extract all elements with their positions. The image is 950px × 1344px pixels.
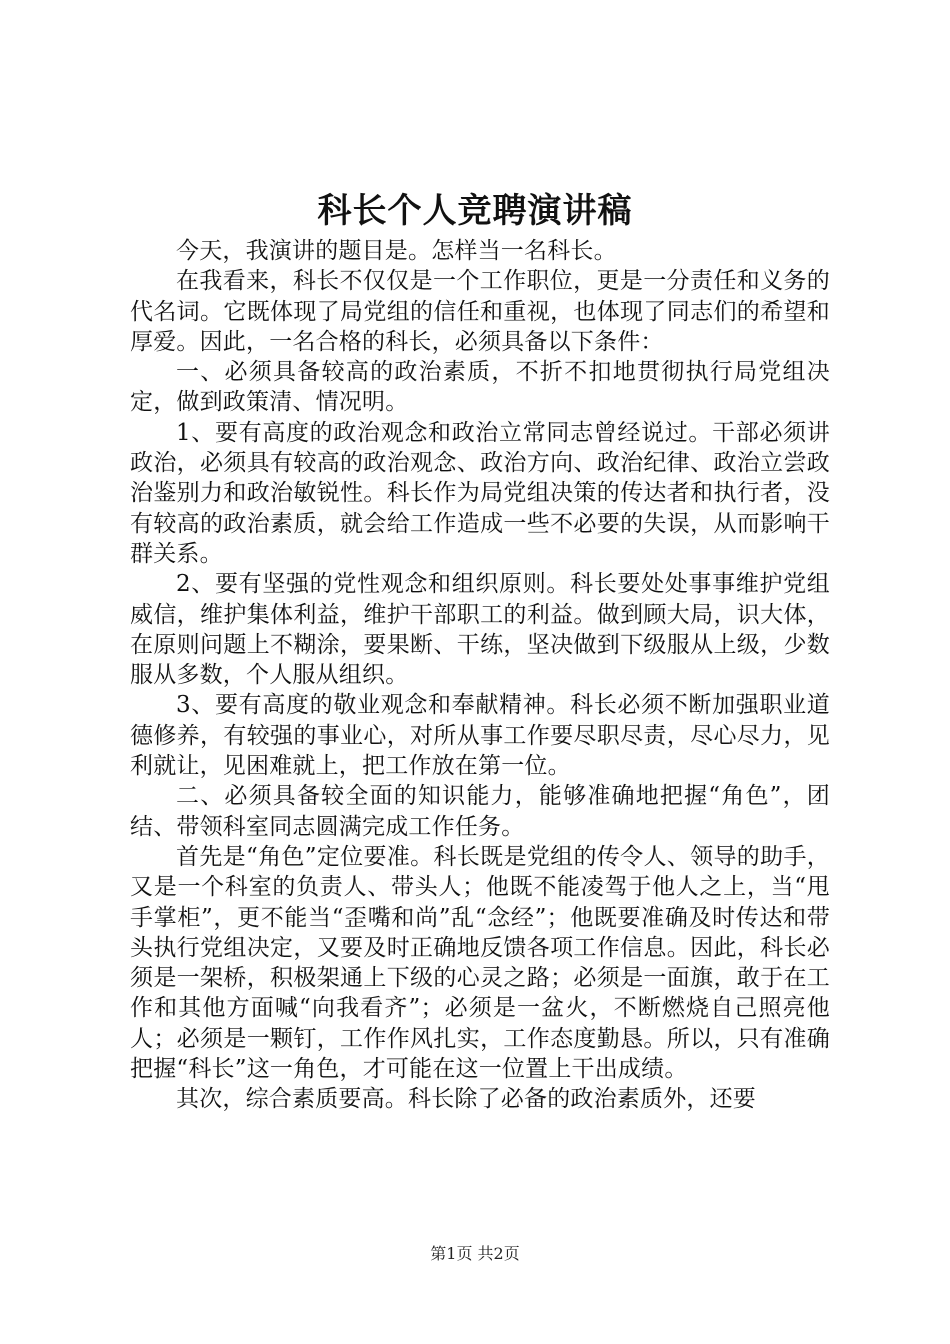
paragraph-point-3: 3、要有高度的敬业观念和奉献精神。科长必须不断加强职业道德修养，有较强的事业心，对所从事工作要尽职尽责，尽心尽力，见利就让，见困难就上，把工作放在第一位。: [130, 692, 830, 780]
paragraph-view: 在我看来，科长不仅仅是一个工作职位，更是一分责任和义务的代名词。它既体现了局党组的信任和重视，也体现了同志们的希望和厚爱。因此，一名合格的科长，必须具备以下条件：: [130, 268, 830, 355]
page-footer: 第1页 共2页: [430, 1244, 520, 1263]
paragraph-section-2: 二、必须具备较全面的知识能力，能够准确地把握“角色”，团结、带领科室同志圆满完成工作任务。: [130, 783, 830, 840]
paragraph-intro: 今天，我演讲的题目是。怎样当一名科长。: [176, 238, 617, 264]
paragraph-point-1: 1、要有高度的政治观念和政治立常同志曾经说过。干部必须讲政治，必须具有较高的政治观念、政治方向、政治纪律、政治立尝政治鉴别力和政治敏锐性。科长作为局党组决策的传达者和执行者，没有较高的政治素质，就会给工作造成一些不必要的失误，从而影响干群关系。: [130, 419, 830, 567]
paragraph-role: 首先是“角色”定位要准。科长既是党组的传令人、领导的助手，又是一个科室的负责人、带头人；他既不能凌驾于他人之上，当“甩手掌柜”，更不能当“歪嘴和尚”乱“念经”；他既要准确及时传达和带头执行党组决定，又要及时正确地反馈各项工作信息。因此，科长必须是一架桥，积极架通上下级的心灵之路；必须是一面旗，敢于在工作和其他方面喊“向我看齐”；必须是一盆火，不断燃烧自己照亮他人；必须是一颗钉，工作作风扎实，工作态度勤恳。所以，只有准确把握“科长”这一角色，才可能在这一位置上干出成绩。: [130, 843, 830, 1083]
paragraph-section-1: 一、必须具备较高的政治素质，不折不扣地贯彻执行局党组决定，做到政策清、情况明。: [130, 359, 830, 416]
document-body: [130, 236, 830, 1115]
paragraph-point-2: 2、要有坚强的党性观念和组织原则。科长要处处事事维护党组威信，维护集体利益，维护干部职工的利益。做到顾大局，识大体，在原则问题上不糊涂，要果断、干练，坚决做到下级服从上级，少数服从多数，个人服从组织。: [130, 571, 830, 689]
document-title: 科长个人竞聘演讲稿: [317, 191, 633, 231]
paragraph-quality: 其次，综合素质要高。科长除了必备的政治素质外，还要: [176, 1086, 756, 1113]
